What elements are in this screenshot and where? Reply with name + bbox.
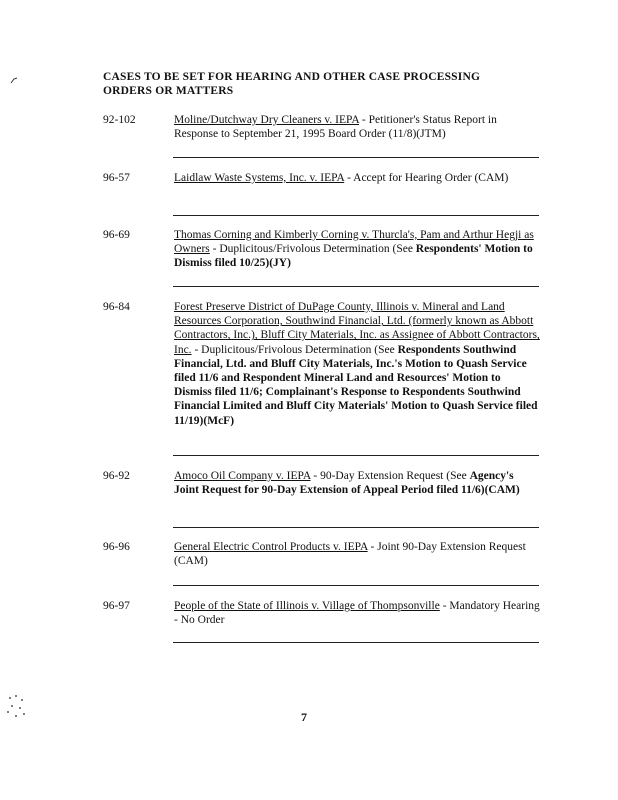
case-number: 92-102 <box>103 114 136 126</box>
case-bold-text: Agency's Joint Request for 90-Day Extension of Appeal Period filed 11/6)(CAM) <box>174 470 520 497</box>
separator-rule <box>173 286 539 287</box>
case-number: 96-92 <box>103 470 130 482</box>
case-number: 96-69 <box>103 229 130 241</box>
case-text: - Duplicitous/Frivolous Determination (See <box>209 243 416 256</box>
case-text: - Duplicitous/Frivolous Determination (See <box>191 343 398 356</box>
scan-artifact <box>2 690 32 724</box>
case-title: Forest Preserve District of DuPage County, Illinois v. Mineral and Land Resources Corporation, Southwind Financial, Ltd. (formerly known as Abbott Contractors, Inc.), Bluff City Materials, Inc. as Assignee of Abbott Contractors, Inc. <box>174 301 540 356</box>
case-title: Moline/Dutchway Dry Cleaners v. IEPA <box>174 114 360 126</box>
case-bold-text: Respondents Southwind Financial, Ltd. and Bluff City Materials, Inc.'s Motion to Quash Service filed 11/6 and Respondent Mineral Land and Resources' Motion to Dismiss filed 11/6; Complainant's Response to Respondents Southwind Financial Limited and Bluff City Materials' Motion to Quash Service filed 11/19)(McF) <box>174 343 538 427</box>
case-title: General Electric Control Products v. IEPA <box>174 541 368 553</box>
section-heading: CASES TO BE SET FOR HEARING AND OTHER CASE PROCESSING ORDERS OR MATTERS <box>103 71 481 97</box>
separator-rule <box>173 642 539 643</box>
case-title: Amoco Oil Company v. IEPA <box>174 470 311 482</box>
case-number: 96-96 <box>103 541 130 553</box>
case-title: People of the State of Illinois v. Village of Thompsonville <box>174 600 440 612</box>
separator-rule <box>173 585 539 586</box>
separator-rule <box>173 527 539 528</box>
separator-rule <box>173 215 539 216</box>
case-text: - Petitioner's Status Report in Response to September 21, 1995 Board Order (11/8)(JTM) <box>174 114 497 141</box>
case-description <box>174 228 540 271</box>
case-description <box>174 469 540 497</box>
case-title: Thomas Corning and Kimberly Corning v. Thurcla's, Pam and Arthur Hegji as Owners <box>174 229 534 256</box>
case-description <box>174 599 540 627</box>
case-description <box>174 171 540 185</box>
case-number: 96-84 <box>103 301 130 313</box>
case-number: 96-97 <box>103 600 130 612</box>
separator-rule <box>173 455 539 456</box>
case-bold-text: Respondents' Motion to Dismiss filed 10/25)(JY) <box>174 243 533 270</box>
case-description <box>174 300 540 428</box>
case-text: - 90-Day Extension Request (See <box>310 470 470 482</box>
case-description <box>174 540 540 568</box>
separator-rule <box>173 157 539 158</box>
scan-speck <box>8 75 20 87</box>
case-text: - Mandatory Hearing - No Order <box>174 600 540 627</box>
case-text: - Accept for Hearing Order (CAM) <box>344 172 509 184</box>
case-text: - Joint 90-Day Extension Request (CAM) <box>174 541 526 568</box>
case-description <box>174 113 540 141</box>
page-number: 7 <box>301 710 307 724</box>
case-title: Laidlaw Waste Systems, Inc. v. IEPA <box>174 172 345 184</box>
case-number: 96-57 <box>103 172 130 184</box>
